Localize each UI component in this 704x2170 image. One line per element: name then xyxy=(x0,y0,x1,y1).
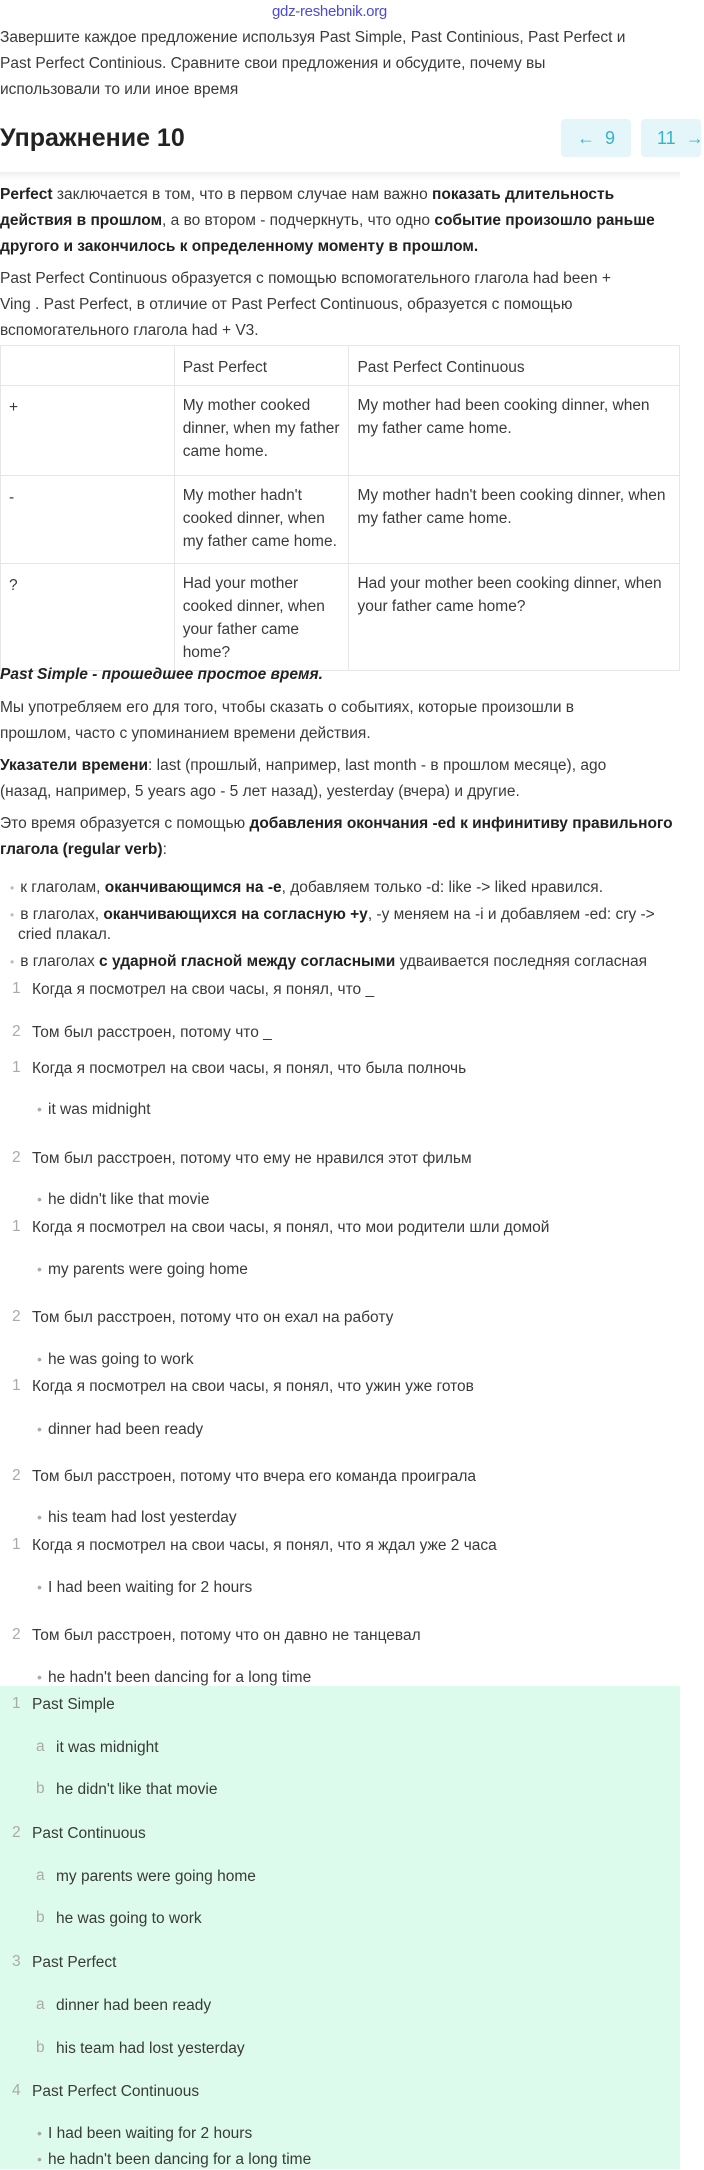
table-row xyxy=(1,564,680,671)
question-text: Том был расстроен, потому что он ехал на работу xyxy=(32,1309,394,1326)
theory-text: Past Perfect Continuous образуется с помощью вспомогательного глагола had been + xyxy=(0,270,611,287)
bullet-icon: • xyxy=(10,955,15,969)
item-letter: b xyxy=(36,2039,45,2056)
answer-text: it was midnight xyxy=(56,1739,159,1756)
comparison-table xyxy=(0,345,680,671)
bold-text: показать длительность xyxy=(432,186,615,203)
group-number: 3 xyxy=(12,1953,21,1970)
bold-text: оканчивающихся на согласную +у xyxy=(103,906,368,923)
question-number: 2 xyxy=(12,1149,21,1166)
use-text: прошлом, часто с упоминанием времени действия. xyxy=(0,725,371,742)
bullet-icon: • xyxy=(10,908,15,922)
rule-item xyxy=(18,925,111,945)
header-divider xyxy=(0,172,680,180)
answer-text: he didn't like that movie xyxy=(48,1191,210,1208)
table-row xyxy=(1,386,680,476)
prev-label: 9 xyxy=(604,127,615,148)
item-letter: a xyxy=(36,1738,45,1755)
plain-text: , добавляем только -d: like -> liked нравился. xyxy=(281,879,604,896)
table-cell: - xyxy=(1,476,175,564)
bullet-icon: • xyxy=(37,1579,42,1595)
bullet-icon: • xyxy=(37,2151,42,2167)
group-title: Past Perfect Continuous xyxy=(32,2083,200,2100)
next-label: 11 xyxy=(657,127,676,148)
group-number: 2 xyxy=(12,1824,21,1841)
bullet-icon: • xyxy=(37,1351,42,1367)
question-number: 2 xyxy=(12,1626,21,1643)
question-text: Когда я посмотрел на свои часы, я понял, что ужин уже готов xyxy=(32,1378,474,1395)
answer-text: it was midnight xyxy=(48,1101,151,1118)
markers-value: : last (прошлый, например, last month - в прошлом месяце), ago xyxy=(148,757,607,774)
question-number: 2 xyxy=(12,1308,21,1325)
plain-text: заключается в том, что в первом случае нам важно xyxy=(52,186,433,203)
bullet-icon: • xyxy=(37,1669,42,1685)
bold-text: действия в прошлом xyxy=(0,212,163,229)
plain-text: , -у меняем на -i и добавляем -ed: cry -> xyxy=(367,906,655,923)
question-text: Том был расстроен, потому что он давно не танцевал xyxy=(32,1627,421,1644)
markers-label: Указатели времени xyxy=(0,757,149,774)
bullet-icon: • xyxy=(37,1261,42,1277)
table-header-cell: Past Perfect xyxy=(174,346,349,386)
form-text xyxy=(0,840,167,860)
intro-line: Past Perfect Continious. Сравните свои предложения и обсудите, почему вы xyxy=(0,55,546,72)
bullet-icon: • xyxy=(37,1191,42,1207)
theory-text xyxy=(0,211,655,231)
question-text: Том был расстроен, потому что вчера его команда проиграла xyxy=(32,1468,476,1485)
table-header-row xyxy=(1,346,680,386)
item-letter: b xyxy=(36,1780,45,1797)
section-heading: Past Simple - прошедшее простое время. xyxy=(0,666,323,683)
item-letter: a xyxy=(36,1867,45,1884)
plain-text: , а во втором - подчеркнуть, что одно xyxy=(162,212,435,229)
bullet-icon: • xyxy=(10,881,15,895)
question-number: 2 xyxy=(12,1467,21,1484)
answer-text: his team had lost yesterday xyxy=(48,1509,237,1526)
form-bold: глагола (regular verb) xyxy=(0,841,163,858)
answer-text: I had been waiting for 2 hours xyxy=(48,2125,253,2142)
form-plain: Это время образуется с помощью xyxy=(0,815,250,832)
bold-text: оканчивающимся на -е xyxy=(104,879,282,896)
bullet-icon: • xyxy=(37,1509,42,1525)
theory-text: Ving . Past Perfect, в отличие от Past Perfect Continuous, образуется с помощью xyxy=(0,296,573,313)
answer-text: my parents were going home xyxy=(48,1261,248,1278)
table-header-cell: Past Perfect Continuous xyxy=(349,346,680,386)
arrow-left-icon: ← xyxy=(576,127,595,148)
table-cell: Had your mother been cooking dinner, when your father came home? xyxy=(349,564,680,671)
table-cell: My mother cooked dinner, when my father came home. xyxy=(174,386,349,476)
plain-text: cried плакал. xyxy=(18,926,112,943)
bold-text: с ударной гласной между согласными xyxy=(99,953,396,970)
prev-exercise-button[interactable] xyxy=(561,119,631,157)
table-cell: Had your mother cooked dinner, when your father came home? xyxy=(174,564,349,671)
item-letter: b xyxy=(36,1909,45,1926)
item-letter: a xyxy=(36,1996,45,2013)
group-title: Past Perfect xyxy=(32,1954,117,1971)
rule-item xyxy=(10,905,655,925)
form-plain: : xyxy=(162,841,167,858)
table-cell: + xyxy=(1,386,175,476)
group-title: Past Continuous xyxy=(32,1825,146,1842)
intro-line: использовали то или иное время xyxy=(0,81,239,98)
answer-text: he hadn't been dancing for a long time xyxy=(48,2151,312,2168)
bold-text: другого и закончилось к определенному моменту в прошлом. xyxy=(0,238,479,255)
table-cell: My mother hadn't been cooking dinner, when my father came home. xyxy=(349,476,680,564)
question-number: 2 xyxy=(12,1023,21,1040)
table-cell: ? xyxy=(1,564,175,671)
plain-text: в глаголах, xyxy=(20,906,104,923)
plain-text: к глаголам, xyxy=(20,879,105,896)
answer-text: my parents were going home xyxy=(56,1868,256,1885)
question-text: Когда я посмотрел на свои часы, я понял, что была полночь xyxy=(32,1060,467,1077)
markers-text: (назад, например, 5 years ago - 5 лет назад), yesterday (вчера) и другие. xyxy=(0,783,520,800)
table-row xyxy=(1,476,680,564)
intro-line: Завершите каждое предложение используя Past Simple, Past Continious, Past Perfect и xyxy=(0,29,626,46)
rule-item xyxy=(10,952,647,972)
theory-text: вспомогательного глагола had + V3. xyxy=(0,322,259,339)
question-number: 1 xyxy=(12,1377,21,1394)
next-exercise-button[interactable] xyxy=(641,119,704,157)
answer-text: he was going to work xyxy=(48,1351,194,1368)
bold-text: Perfect xyxy=(0,186,53,203)
question-text: Когда я посмотрел на свои часы, я понял, что _ xyxy=(32,981,375,998)
answer-text: dinner had been ready xyxy=(48,1421,204,1438)
question-number: 1 xyxy=(12,1218,21,1235)
form-bold: добавления окончания -ed к инфинитиву правильного xyxy=(249,815,673,832)
question-number: 1 xyxy=(12,1059,21,1076)
question-number: 1 xyxy=(12,980,21,997)
bullet-icon: • xyxy=(37,1101,42,1117)
answer-text: he didn't like that movie xyxy=(56,1781,218,1798)
group-number: 1 xyxy=(12,1695,21,1712)
plain-text: удваивается последняя согласная xyxy=(395,953,648,970)
answer-text: dinner had been ready xyxy=(56,1997,212,2014)
table-cell: My mother had been cooking dinner, when my father came home. xyxy=(349,386,680,476)
question-text: Том был расстроен, потому что _ xyxy=(32,1024,272,1041)
question-number: 1 xyxy=(12,1536,21,1553)
rule-item xyxy=(10,878,603,898)
table-cell: My mother hadn't cooked dinner, when my father came home. xyxy=(174,476,349,564)
page-title: Упражнение 10 xyxy=(0,124,185,152)
watermark: gdz-reshebnik.org xyxy=(272,3,387,20)
plain-text: в глаголах xyxy=(20,953,100,970)
form-text xyxy=(0,814,673,834)
answer-text: he was going to work xyxy=(56,1910,202,1927)
arrow-right-icon: → xyxy=(685,127,704,148)
answer-text: his team had lost yesterday xyxy=(56,2040,245,2057)
question-text: Том был расстроен, потому что ему не нравился этот фильм xyxy=(32,1150,472,1167)
question-text: Когда я посмотрел на свои часы, я понял, что я ждал уже 2 часа xyxy=(32,1537,497,1554)
bullet-icon: • xyxy=(37,1421,42,1437)
answer-text: he hadn't been dancing for a long time xyxy=(48,1669,312,1686)
markers-text xyxy=(0,756,606,776)
answer-text: I had been waiting for 2 hours xyxy=(48,1579,253,1596)
table-header-cell xyxy=(1,346,175,386)
bold-text: событие произошло раньше xyxy=(434,212,655,229)
use-text: Мы употребляем его для того, чтобы сказать о событиях, которые произошли в xyxy=(0,699,575,716)
theory-text xyxy=(0,237,478,257)
theory-text xyxy=(0,185,614,205)
group-title: Past Simple xyxy=(32,1696,115,1713)
group-number: 4 xyxy=(12,2082,21,2099)
question-text: Когда я посмотрел на свои часы, я понял, что мои родители шли домой xyxy=(32,1219,550,1236)
bullet-icon: • xyxy=(37,2125,42,2141)
